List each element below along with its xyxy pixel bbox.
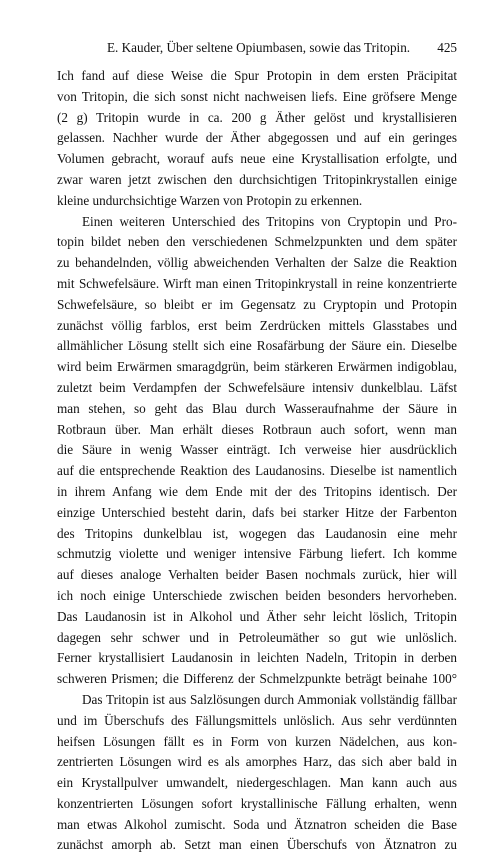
text-line: einzige Unterschied besteht darin, dafs bei starker Hitze der Farbenton bbox=[57, 504, 457, 520]
text-line: dagegen sehr schwer und in Petroleumäther so gut wie unlöslich. bbox=[57, 629, 457, 645]
text-line: Volumen gebracht, worauf aufs neue eine Krystallisation erfolgte, und bbox=[57, 151, 457, 167]
running-title: E. Kauder, Über seltene Opiumbasen, sowie das Tritopin. bbox=[107, 40, 411, 55]
text-line: (2 g) Tritopin wurde in ca. 200 g Äther gelöst und krystallisieren bbox=[57, 109, 457, 125]
text-line: man stehen, so geht das Blau durch Wasseraufnahme der Säure in bbox=[57, 400, 457, 416]
text-line: Schwefelsäure, so bleibt er im Gegensatz zu Cryptopin und Protopin bbox=[57, 296, 457, 312]
text-line: in ihrem Anfang wie dem Ende mit der des Tritopins identisch. Der bbox=[57, 483, 457, 499]
text-line: auf die entsprechende Reaktion des Laudanosins. Dieselbe ist namentlich bbox=[57, 463, 457, 479]
text-line: des Tritopins dunkelblau ist, wogegen das Laudanosin eine mehr bbox=[57, 525, 457, 541]
page-number: 425 bbox=[437, 40, 457, 55]
running-head bbox=[57, 38, 457, 60]
text-line: Ferner krystallisiert Laudanosin in leichten Nadeln, Tritopin in derben bbox=[57, 650, 457, 666]
text-line: gelassen. Nachher wurde der Äther abgegossen und auf ein geringes bbox=[57, 130, 457, 146]
text-line: schmutzig violette und weniger intensive Färbung liefert. Ich komme bbox=[57, 546, 457, 562]
text-line: und im Überschufs des Fällungsmittels unlöslich. Aus sehr verdünnten bbox=[57, 712, 457, 728]
text-line: schweren Prismen; die Differenz der Schmelzpunkte beträgt beinahe 100° bbox=[57, 671, 457, 687]
text-line: zunächst völlig farblos, erst beim Zerdrücken mittels Glasstabes und bbox=[57, 317, 457, 333]
text-line: mit Schwefelsäure. Wirft man einen Tritopinkrystall in reine konzentrierte bbox=[57, 275, 457, 291]
text-line: zuletzt beim Verdampfen der Schwefelsäure intensiv dunkelblau. Läfst bbox=[57, 379, 457, 395]
paragraph-2 bbox=[57, 212, 457, 690]
text-line: Das Laudanosin ist in Alkohol und Äther sehr leicht löslich, Tritopin bbox=[57, 608, 457, 624]
text-line: ein Krystallpulver umwandelt, niedergeschlagen. Man kann auch aus bbox=[57, 775, 457, 791]
text-line: allmählicher Lösung stellt sich eine Rosafärbung der Säure ein. Dieselbe bbox=[57, 338, 457, 354]
text-line: zentrierten Lösungen wird es als amorphes Harz, das sich aber bald in bbox=[57, 754, 457, 770]
text-line: topin bildet neben den verschiedenen Schmelzpunkten und dem später bbox=[57, 234, 457, 250]
text-line: die Säure in wenig Wasser einträgt. Ich verweise hier ausdrücklich bbox=[57, 442, 457, 458]
text-line: zwar waren jetzt zwischen den durchsichtigen Tritopinkrystallen einige bbox=[57, 171, 457, 187]
text-line: Einen weiteren Unterschied des Tritopins von Cryptopin und Pro- bbox=[82, 213, 457, 229]
text-line: konzentrierten Lösungen sofort krystallinische Fällung erhalten, wenn bbox=[57, 795, 457, 811]
text-line: Ich fand auf diese Weise die Spur Protopin in dem ersten Präcipitat bbox=[57, 68, 457, 83]
text-line: ich noch einige Unterschiede zwischen beiden besonders hervorheben. bbox=[57, 587, 457, 603]
paragraph-3 bbox=[57, 690, 457, 856]
text-line: Rotbraun über. Man erhält dieses Rotbraun auch sofort, wenn man bbox=[57, 421, 457, 437]
text-line: kleine undurchsichtige Warzen von Protopin zu erkennen. bbox=[57, 192, 363, 208]
text-line: Das Tritopin ist aus Salzlösungen durch Ammoniak vollständig fällbar bbox=[82, 691, 457, 707]
text-line: auf dieses analoge Verhalten beider Basen nochmals zurück, hier will bbox=[57, 567, 457, 583]
text-line: heifsen Lösungen fällt es in Form von kurzen Nädelchen, aus kon- bbox=[57, 733, 457, 749]
text-line: man etwas Alkohol zumischt. Soda und Ätznatron scheiden die Base bbox=[57, 816, 457, 832]
text-line: wird beim Erwärmen smaragdgrün, beim stärkeren Erwärmen indigoblau, bbox=[57, 359, 457, 375]
paragraph-1 bbox=[57, 66, 457, 212]
body-text bbox=[57, 66, 457, 856]
text-line: zu behandelnden, völlig abweichenden Verhalten der Salze die Reaktion bbox=[57, 255, 457, 271]
text-line: von Tritopin, die sich sonst nicht nachweisen liefs. Eine gröfsere Menge bbox=[57, 88, 457, 104]
book-page bbox=[57, 38, 457, 856]
text-line: zunächst amorph ab. Setzt man einen Überschufs von Ätznatron zu bbox=[57, 837, 457, 853]
